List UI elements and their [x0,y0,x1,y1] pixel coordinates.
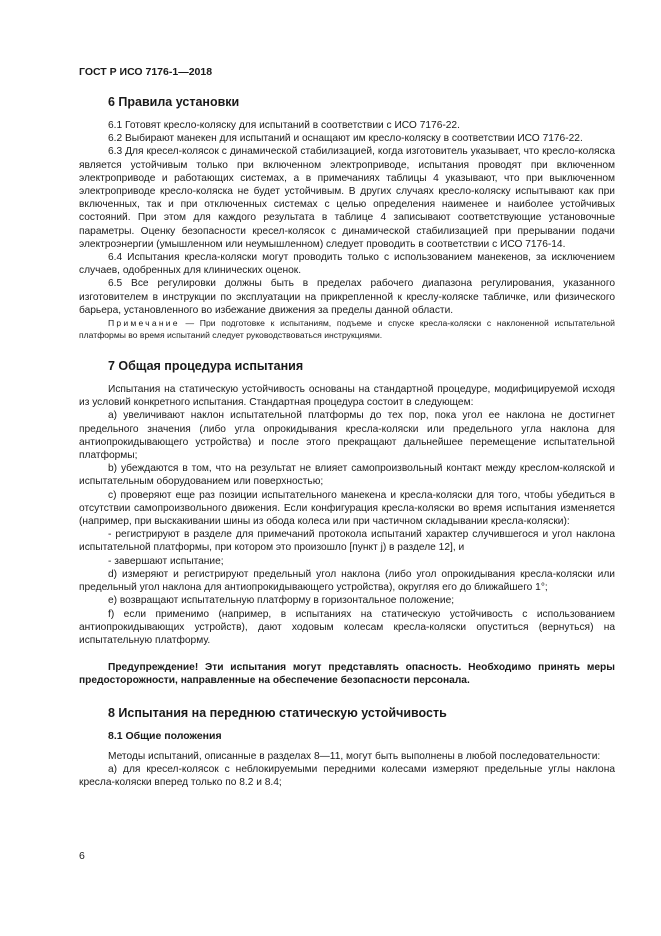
list-item-e: e) возвращают испытательную платформу в горизонтальное положение; [108,595,455,607]
paragraph-6-4: 6.4 Испытания кресла-коляски могут проводить только с использованием манекенов, за исключением случаев, одобренных для клинических оценок. [79,252,615,277]
paragraph-8-1: Методы испытаний, описанные в разделах 8—11, могут быть выполнены в любой последовательности: [108,750,601,762]
paragraph-6-3: 6.3 Для кресел-колясок с динамической стабилизацией, когда изготовитель указывает, что кресло-коляска является устойчивым только при включенном электроприводе, испытания проводят при включенном электроприводе и работающих системах, а в примечаниях таблицы 4 указывают, что при выключенном электроприводе кресло-коляска не будет устойчивым. В других случаях кресло-коляску испытывают как при включенных, так и при отключенных системах с целью определения наименее и наиболее устойчивых состояний. При этом для каждого результата в таблице 4 записывают соответствующие установочные параметры. Оценку безопасности кресел-колясок с динамической стабилизацией при прерывании подачи электроэнергии (умышленном или неумышленном) следует проводить в соответствии с ИСО 7176-14. [79,146,615,250]
list-item-c: c) проверяют еще раз позиции испытательного манекена и кресла-коляски для того, чтобы убедиться в отсутствии самопроизвольного движения. Если конфигурация кресла-коляски во время испытания изменяется (например, при выскакивании шины из обода колеса или при частичном складывании кресла-коляски): [79,489,615,528]
subsection-8-1-title: 8.1 Общие положения [108,729,222,742]
paragraph-6-1: 6.1 Готовят кресло-коляску для испытаний в соответствии с ИСО 7176-22. [108,120,460,131]
document-page [79,66,615,789]
dash-item-1: - регистрируют в разделе для примечаний протокола испытаний характер случившегося и угол наклона испытательной платформы, при котором это произошло [пункт j) в разделе 12], и [79,529,615,554]
list-item-f: f) если применимо (например, в испытаниях на статическую устойчивость с использованием антиопрокидывающих устройств), дают ходовым колесам кресла-коляски опуститься (вернуться) на испытательную платформу. [79,608,615,646]
list-item-b: b) убеждаются в том, что на результат не влияет самопроизвольный контакт между креслом-коляской и испытательным оборудованием или поверхностью; [79,463,615,488]
list-item-a: a) увеличивают наклон испытательной платформы до тех пор, пока угол ее наклона не достигнет предельного значения (либо угла опрокидывания кресла-коляски или предельного угла наклона для антиопрокидывающего устройства) и после этого прекращают дальнейшее перемещение испытательной платформы; [79,410,615,462]
section-7-title: 7 Общая процедура испытания [108,359,304,374]
section-8-title: 8 Испытания на переднюю статическую устойчивость [108,705,447,720]
note-label: Примечание [108,318,180,329]
paragraph-6-2: 6.2 Выбирают манекен для испытаний и оснащают им кресло-коляску в соответствии ИСО 7176-22. [108,133,583,145]
warning-text: Предупреждение! Эти испытания могут представлять опасность. Необходимо принять меры предосторожности, направленные на обеспечение безопасности персонала. [79,662,615,687]
page-number: 6 [79,850,85,862]
section-6-title: 6 Правила установки [108,95,240,109]
note-text: — При подготовке к испытаниям, подъеме и спуске кресла-коляски с наклоненной испытательной платформы во время испытаний следует руководствоваться инструкциями. [79,318,615,341]
list-item-8-a: a) для кресел-колясок с неблокируемыми передними колесами измеряют предельные углы наклона кресла-коляски вперед только по 8.2 и 8.4; [79,763,615,788]
standard-header: ГОСТ Р ИСО 7176-1—2018 [79,66,213,78]
dash-item-2: - завершают испытание; [108,555,224,567]
note-6 [79,317,615,341]
paragraph-6-5: 6.5 Все регулировки должны быть в пределах рабочего диапазона регулирования, указанного изготовителем в инструкции по эксплуатации на прикрепленной к креслу-коляске табличке, или физического барьера, установленного во избежание движения за пределы данной области. [79,278,615,316]
list-item-d: d) измеряют и регистрируют предельный угол наклона (либо угол опрокидывания кресла-коляски или предельный угол наклона для антиопрокидывающего устройства), округляя его до ближайшего 1°; [79,568,615,594]
paragraph-7-intro: Испытания на статическую устойчивость основаны на стандартной процедуре, модифицируемой исходя из условий конкретного испытания. Стандартная процедура состоит в следующем: [79,384,615,409]
